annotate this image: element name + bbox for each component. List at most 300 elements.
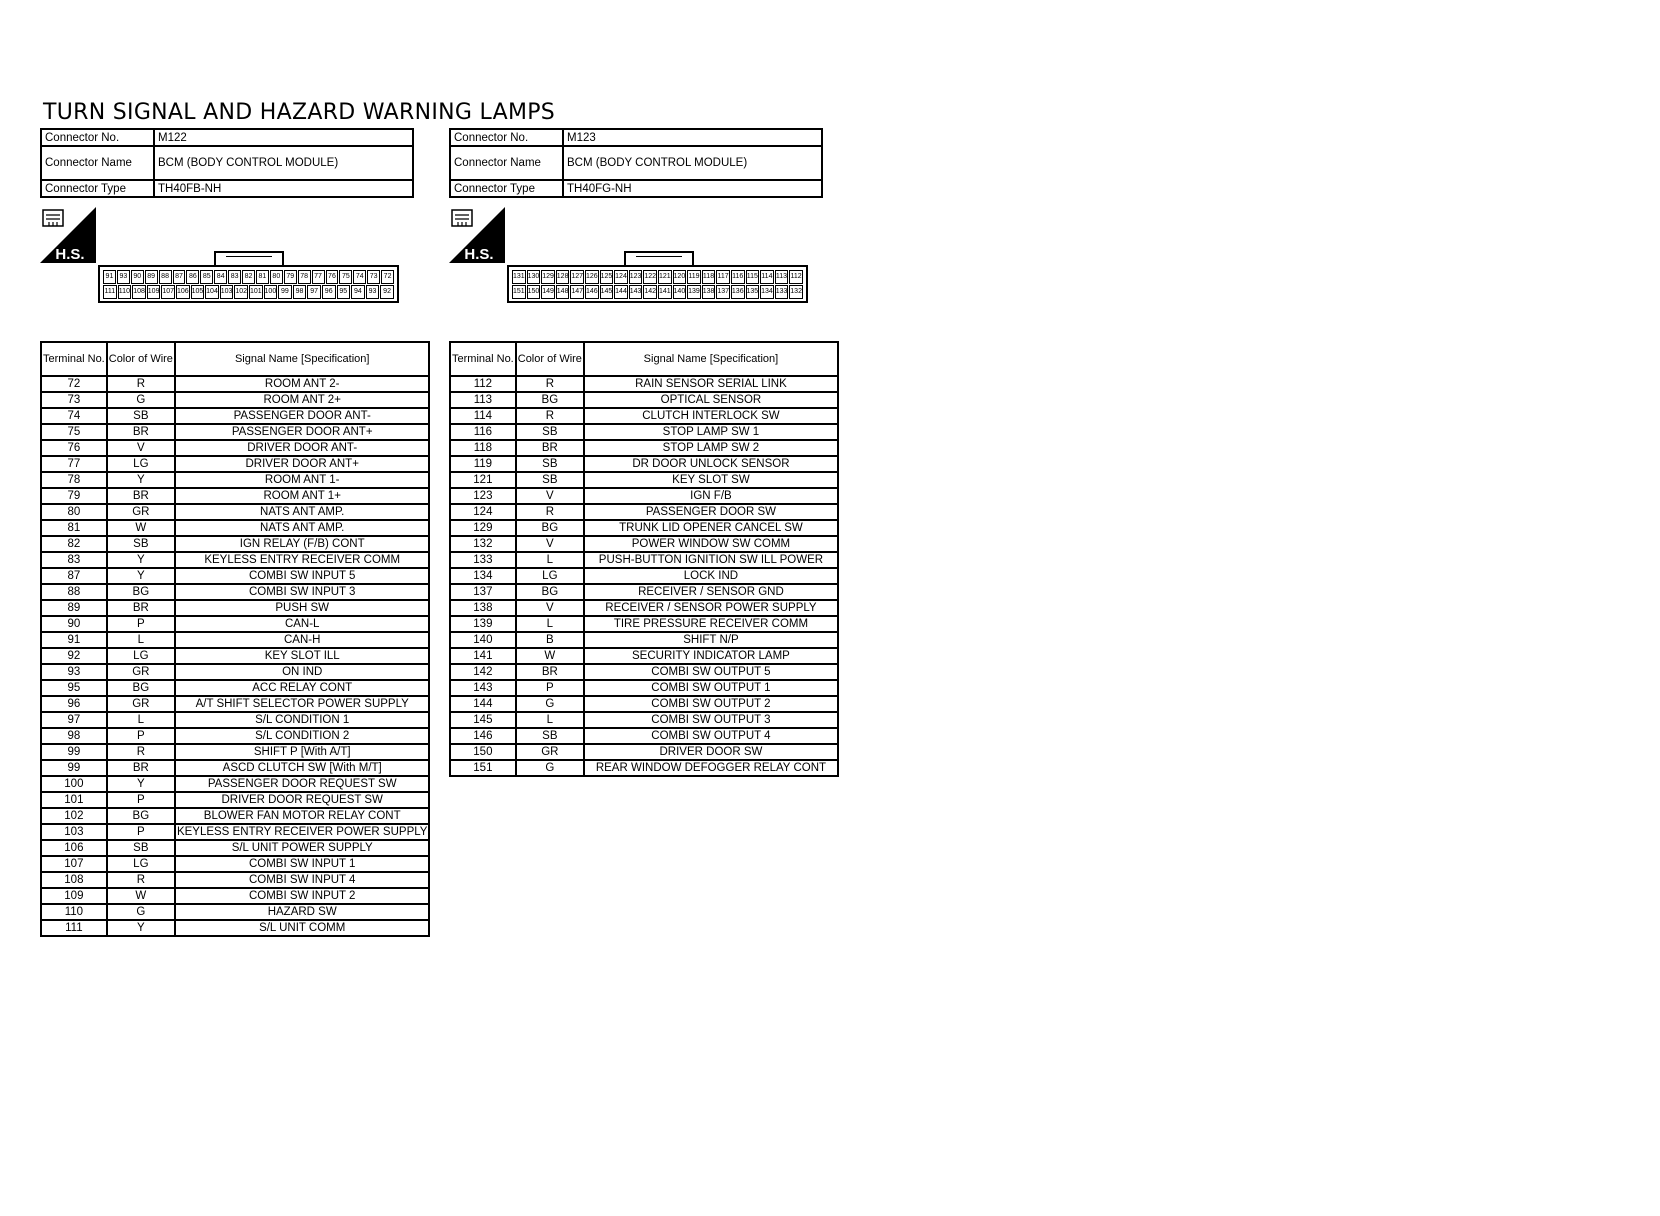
terminal-cell: 137 [450,584,516,600]
table-row [450,488,838,504]
connector-pin: 106 [176,285,190,299]
signal-cell: ROOM ANT 1- [175,472,430,488]
terminal-cell: 101 [41,792,107,808]
hs-label: H.S. [55,246,85,263]
signal-cell: POWER WINDOW SW COMM [584,536,838,552]
terminal-cell: 75 [41,424,107,440]
connector-no-label: Connector No. [41,129,154,146]
table-row [450,632,838,648]
table-row [41,712,429,728]
terminal-cell: 95 [41,680,107,696]
connector-pin: 87 [173,270,186,284]
connector-pin: 105 [191,285,205,299]
connector-pin: 127 [570,270,584,284]
color-cell: BR [107,600,175,616]
connector-pin: 96 [322,285,336,299]
connector-pin: 92 [380,285,394,299]
terminal-cell: 138 [450,600,516,616]
connector-pin: 82 [242,270,255,284]
color-cell: GR [107,504,175,520]
signal-cell: COMBI SW OUTPUT 5 [584,664,838,680]
signal-cell: KEY SLOT SW [584,472,838,488]
connector-type-value: TH40FB-NH [154,180,413,197]
signal-cell: LOCK IND [584,568,838,584]
connector-pin: 126 [585,270,599,284]
color-cell: SB [516,728,584,744]
color-cell: SB [516,472,584,488]
connector-pin: 149 [541,285,555,299]
signal-cell: CAN-H [175,632,430,648]
table-row [450,616,838,632]
signal-cell: DRIVER DOOR SW [584,744,838,760]
terminal-cell: 80 [41,504,107,520]
color-cell: SB [107,840,175,856]
pin-table-m122 [40,341,430,937]
signal-cell: KEYLESS ENTRY RECEIVER COMM [175,552,430,568]
connector-type-label: Connector Type [41,180,154,197]
signal-cell: COMBI SW INPUT 4 [175,872,430,888]
connector-name-label: Connector Name [450,146,563,180]
terminal-cell: 140 [450,632,516,648]
signal-cell: RECEIVER / SENSOR GND [584,584,838,600]
connector-pin: 142 [643,285,657,299]
connector-pin: 133 [775,285,789,299]
terminal-cell: 107 [41,856,107,872]
color-cell: SB [107,536,175,552]
connector-pin: 73 [367,270,380,284]
signal-cell: RAIN SENSOR SERIAL LINK [584,376,838,392]
table-row [450,456,838,472]
color-cell: BG [516,392,584,408]
signal-cell: ROOM ANT 2+ [175,392,430,408]
table-row [41,488,429,504]
connector-pin: 118 [702,270,716,284]
signal-cell: IGN RELAY (F/B) CONT [175,536,430,552]
signal-cell: DRIVER DOOR REQUEST SW [175,792,430,808]
connector-pin: 90 [131,270,144,284]
terminal-cell: 134 [450,568,516,584]
connector-pin: 125 [600,270,614,284]
connector-info-m122 [40,128,414,198]
signal-cell: PASSENGER DOOR ANT+ [175,424,430,440]
color-cell: V [107,440,175,456]
connector-pin: 123 [629,270,643,284]
table-row [41,776,429,792]
terminal-cell: 119 [450,456,516,472]
connector-pin: 93 [366,285,380,299]
color-cell: P [107,616,175,632]
signal-cell: TRUNK LID OPENER CANCEL SW [584,520,838,536]
connector-pin: 129 [541,270,555,284]
color-cell: SB [516,424,584,440]
table-row [450,408,838,424]
color-cell: R [516,408,584,424]
terminal-cell: 146 [450,728,516,744]
terminal-cell: 112 [450,376,516,392]
table-row [41,648,429,664]
terminal-cell: 133 [450,552,516,568]
table-row [450,376,838,392]
signal-cell: PASSENGER DOOR ANT- [175,408,430,424]
connector-pin: 93 [117,270,130,284]
color-cell: B [516,632,584,648]
terminal-cell: 121 [450,472,516,488]
terminal-cell: 132 [450,536,516,552]
connector-pin: 134 [760,285,774,299]
terminal-cell: 96 [41,696,107,712]
connector-pin: 148 [556,285,570,299]
connector-pin: 107 [161,285,175,299]
connector-pin: 109 [147,285,161,299]
color-cell: G [516,760,584,776]
connector-pin: 128 [556,270,570,284]
signal-cell: RECEIVER / SENSOR POWER SUPPLY [584,600,838,616]
color-cell: BR [107,424,175,440]
terminal-cell: 99 [41,744,107,760]
terminal-cell: 114 [450,408,516,424]
connector-pin: 77 [312,270,325,284]
connector-pin: 112 [789,270,803,284]
table-row [450,440,838,456]
pin-row-top [512,270,803,284]
signal-cell: COMBI SW INPUT 2 [175,888,430,904]
terminal-cell: 108 [41,872,107,888]
table-row [41,392,429,408]
connector-pin: 74 [353,270,366,284]
signal-cell: DRIVER DOOR ANT+ [175,456,430,472]
connector-pin: 72 [381,270,394,284]
terminal-cell: 144 [450,696,516,712]
table-row [450,680,838,696]
signal-cell: OPTICAL SENSOR [584,392,838,408]
header-signal: Signal Name [Specification] [175,342,430,376]
signal-cell: STOP LAMP SW 1 [584,424,838,440]
table-row [41,552,429,568]
color-cell: G [107,392,175,408]
table-row [41,568,429,584]
header-signal: Signal Name [Specification] [584,342,838,376]
signal-cell: PUSH SW [175,600,430,616]
signal-cell: PUSH-BUTTON IGNITION SW ILL POWER [584,552,838,568]
table-row [450,600,838,616]
table-row [41,904,429,920]
pin-row-bottom [103,285,394,299]
terminal-cell: 89 [41,600,107,616]
table-row [41,440,429,456]
hs-label: H.S. [464,246,494,263]
pin-table-m123 [449,341,839,777]
color-cell: W [107,888,175,904]
signal-cell: S/L CONDITION 2 [175,728,430,744]
terminal-cell: 103 [41,824,107,840]
color-cell: GR [516,744,584,760]
connector-name-value: BCM (BODY CONTROL MODULE) [563,146,822,180]
color-cell: W [516,648,584,664]
table-row [41,920,429,936]
table-row [450,696,838,712]
connector-pin: 86 [186,270,199,284]
connector-type-label: Connector Type [450,180,563,197]
color-cell: W [107,520,175,536]
signal-cell: CLUTCH INTERLOCK SW [584,408,838,424]
table-row [450,536,838,552]
color-cell: SB [516,456,584,472]
terminal-cell: 143 [450,680,516,696]
signal-cell: S/L UNIT POWER SUPPLY [175,840,430,856]
terminal-cell: 73 [41,392,107,408]
terminal-cell: 151 [450,760,516,776]
table-row [41,888,429,904]
table-row [41,408,429,424]
terminal-cell: 106 [41,840,107,856]
terminal-cell: 142 [450,664,516,680]
table-row [450,392,838,408]
terminal-cell: 139 [450,616,516,632]
terminal-cell: 83 [41,552,107,568]
color-cell: G [107,904,175,920]
connector-pin: 135 [746,285,760,299]
signal-cell: COMBI SW INPUT 1 [175,856,430,872]
color-cell: LG [107,856,175,872]
terminal-cell: 111 [41,920,107,936]
connector-pin: 143 [629,285,643,299]
color-cell: R [107,872,175,888]
connector-pin: 132 [789,285,803,299]
signal-cell: COMBI SW INPUT 3 [175,584,430,600]
terminal-cell: 91 [41,632,107,648]
color-cell: R [107,744,175,760]
terminal-cell: 76 [41,440,107,456]
table-row [450,744,838,760]
terminal-cell: 109 [41,888,107,904]
terminal-cell: 124 [450,504,516,520]
terminal-cell: 77 [41,456,107,472]
terminal-cell: 110 [41,904,107,920]
table-row [450,760,838,776]
color-cell: LG [107,648,175,664]
table-row [41,824,429,840]
signal-cell: KEYLESS ENTRY RECEIVER POWER SUPPLY [176,826,428,838]
connector-pin: 104 [205,285,219,299]
connector-pin: 114 [760,270,774,284]
table-row [450,648,838,664]
connector-face-m123 [507,265,808,303]
signal-cell: S/L CONDITION 1 [175,712,430,728]
table-row [41,632,429,648]
connector-pin: 83 [228,270,241,284]
color-cell: BR [107,760,175,776]
color-cell: P [107,728,175,744]
color-cell: L [516,712,584,728]
color-cell: R [516,376,584,392]
signal-cell: COMBI SW INPUT 5 [175,568,430,584]
terminal-cell: 79 [41,488,107,504]
color-cell: BG [516,584,584,600]
color-cell: L [516,616,584,632]
terminal-cell: 90 [41,616,107,632]
header-terminal: Terminal No. [450,342,516,376]
color-cell: R [516,504,584,520]
terminal-cell: 97 [41,712,107,728]
connector-pin: 120 [673,270,687,284]
table-row [450,728,838,744]
table-row [450,472,838,488]
color-cell: Y [107,568,175,584]
color-cell: BG [107,808,175,824]
color-cell: L [107,632,175,648]
color-cell: LG [107,456,175,472]
connector-pin: 116 [731,270,745,284]
signal-cell: CAN-L [175,616,430,632]
connector-pin: 95 [337,285,351,299]
color-cell: BR [516,440,584,456]
signal-cell: SHIFT P [With A/T] [175,744,430,760]
table-row [450,504,838,520]
signal-cell: DR DOOR UNLOCK SENSOR [584,456,838,472]
signal-cell: COMBI SW OUTPUT 1 [584,680,838,696]
connector-type-value: TH40FG-NH [563,180,822,197]
color-cell: BG [107,680,175,696]
table-row [41,808,429,824]
connector-info-m123 [449,128,823,198]
table-row [450,664,838,680]
signal-cell: BLOWER FAN MOTOR RELAY CONT [175,808,430,824]
color-cell: BG [107,584,175,600]
connector-pin: 131 [512,270,526,284]
connector-face-m122 [98,265,399,303]
connector-pin: 89 [145,270,158,284]
color-cell: BR [107,488,175,504]
connector-pin: 117 [716,270,730,284]
connector-pin: 141 [658,285,672,299]
terminal-cell: 72 [41,376,107,392]
connector-pin: 100 [264,285,278,299]
connector-pin: 98 [293,285,307,299]
color-cell: BG [516,520,584,536]
terminal-cell: 87 [41,568,107,584]
signal-cell: STOP LAMP SW 2 [584,440,838,456]
color-cell: Y [107,776,175,792]
table-row [41,616,429,632]
table-row [41,536,429,552]
connector-no-value: M122 [154,129,413,146]
terminal-cell: 113 [450,392,516,408]
page-title: TURN SIGNAL AND HAZARD WARNING LAMPS [43,100,556,125]
connector-pin: 110 [118,285,132,299]
connector-pin: 75 [339,270,352,284]
table-row [41,760,429,776]
table-row [41,520,429,536]
terminal-cell: 129 [450,520,516,536]
signal-cell: COMBI SW OUTPUT 3 [584,712,838,728]
connector-name-value: BCM (BODY CONTROL MODULE) [154,146,413,180]
connector-pin: 78 [298,270,311,284]
color-cell: BR [516,664,584,680]
color-cell: Y [107,920,175,936]
table-row [41,504,429,520]
connector-pin: 144 [614,285,628,299]
signal-cell: ON IND [175,664,430,680]
signal-cell: KEY SLOT ILL [175,648,430,664]
pin-row-bottom [512,285,803,299]
table-row [41,744,429,760]
signal-cell: HAZARD SW [175,904,430,920]
connector-pin: 101 [249,285,263,299]
connector-pin: 119 [687,270,701,284]
signal-cell: SHIFT N/P [584,632,838,648]
table-row [41,456,429,472]
signal-cell: A/T SHIFT SELECTOR POWER SUPPLY [175,696,430,712]
connector-pin: 97 [307,285,321,299]
color-cell: R [107,376,175,392]
table-row [41,376,429,392]
connector-pin: 113 [775,270,789,284]
header-terminal: Terminal No. [41,342,107,376]
connector-pin: 103 [220,285,234,299]
color-cell: GR [107,664,175,680]
table-row [41,680,429,696]
signal-cell: ACC RELAY CONT [175,680,430,696]
connector-pin: 79 [284,270,297,284]
table-row [41,792,429,808]
table-row [41,664,429,680]
connector-pin: 145 [600,285,614,299]
table-row [41,584,429,600]
connector-pin: 130 [527,270,541,284]
harness-side-icon [40,207,96,263]
connector-pin: 108 [132,285,146,299]
signal-cell: REAR WINDOW DEFOGGER RELAY CONT [584,760,838,776]
table-row [41,728,429,744]
signal-cell: ROOM ANT 1+ [175,488,430,504]
signal-cell: TIRE PRESSURE RECEIVER COMM [584,616,838,632]
harness-side-icon [449,207,505,263]
signal-cell: NATS ANT AMP. [175,504,430,520]
header-color: Color of Wire [107,342,175,376]
connector-pin: 115 [746,270,760,284]
terminal-cell: 102 [41,808,107,824]
terminal-cell: 98 [41,728,107,744]
terminal-cell: 118 [450,440,516,456]
connector-pin: 111 [103,285,117,299]
table-row [41,840,429,856]
color-cell: Y [107,472,175,488]
color-cell: V [516,600,584,616]
terminal-cell: 123 [450,488,516,504]
connector-pin: 138 [702,285,716,299]
signal-cell: DRIVER DOOR ANT- [175,440,430,456]
terminal-cell: 116 [450,424,516,440]
color-cell: GR [107,696,175,712]
connector-pin: 121 [658,270,672,284]
table-row [41,472,429,488]
color-cell: L [107,712,175,728]
terminal-cell: 88 [41,584,107,600]
table-row [41,696,429,712]
table-row [41,600,429,616]
terminal-cell: 150 [450,744,516,760]
signal-cell: S/L UNIT COMM [175,920,430,936]
color-cell: Y [107,552,175,568]
connector-no-value: M123 [563,129,822,146]
connector-pin: 151 [512,285,526,299]
terminal-cell: 141 [450,648,516,664]
table-row [450,424,838,440]
color-cell: P [107,824,175,840]
table-row [450,520,838,536]
signal-cell: COMBI SW OUTPUT 2 [584,696,838,712]
terminal-cell: 99 [41,760,107,776]
